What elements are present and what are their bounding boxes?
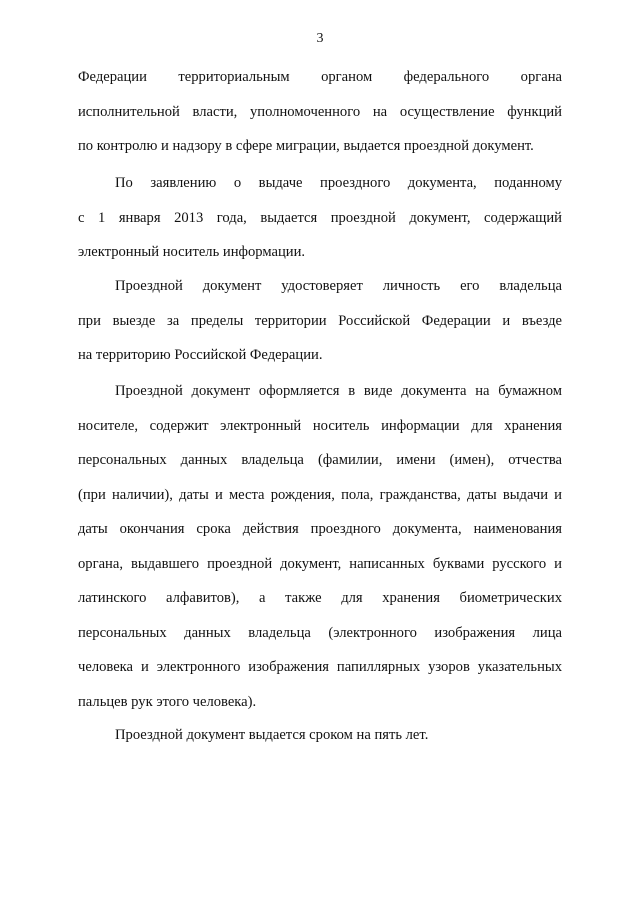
paragraph-line: По заявлению о выдаче проездного документа, поданному: [115, 175, 562, 191]
paragraph-5: [78, 718, 562, 753]
paragraph-line: пальцев рук этого человека).: [78, 693, 257, 710]
paragraph-line: латинского алфавитов), а также для хранения биометрических: [78, 590, 562, 606]
paragraph-2: [78, 166, 562, 270]
paragraph-line: даты окончания срока действия проездного документа, наименования: [78, 521, 562, 537]
paragraph-1: [78, 60, 562, 164]
paragraph-line: человека и электронного изображения папиллярных узоров указательных: [78, 659, 562, 675]
paragraph-4: [78, 374, 562, 719]
paragraph-line: персональных данных владельца (электронного изображения лица: [78, 624, 562, 641]
paragraph-line: на территорию Российской Федерации.: [78, 347, 323, 363]
paragraph-3: [78, 269, 562, 373]
paragraph-line: с 1 января 2013 года, выдается проездной документ, содержащий: [78, 209, 562, 226]
paragraph-line: носителе, содержит электронный носитель информации для хранения: [78, 417, 562, 434]
paragraph-line: Проездной документ выдается сроком на пять лет.: [115, 727, 429, 743]
paragraph-line: электронный носитель информации.: [78, 244, 306, 260]
paragraph-line: при выезде за пределы территории Российской Федерации и въезде: [78, 312, 562, 329]
paragraph-line: Федерации территориальным органом федерального органа: [78, 69, 562, 85]
paragraph-line: (при наличии), даты и места рождения, пола, гражданства, даты выдачи и: [78, 486, 562, 503]
page-number: 3: [316, 31, 324, 46]
paragraph-line: исполнительной власти, уполномоченного на осуществление функций: [78, 103, 562, 120]
paragraph-line: персональных данных владельца (фамилии, имени (имен), отчества: [78, 452, 562, 468]
paragraph-line: по контролю и надзору в сфере миграции, выдается проездной документ.: [78, 138, 534, 154]
paragraph-line: органа, выдавшего проездной документ, написанных буквами русского и: [78, 555, 562, 572]
paragraph-line: Проездной документ оформляется в виде документа на бумажном: [115, 383, 562, 399]
paragraph-line: Проездной документ удостоверяет личность его владельца: [115, 278, 562, 294]
